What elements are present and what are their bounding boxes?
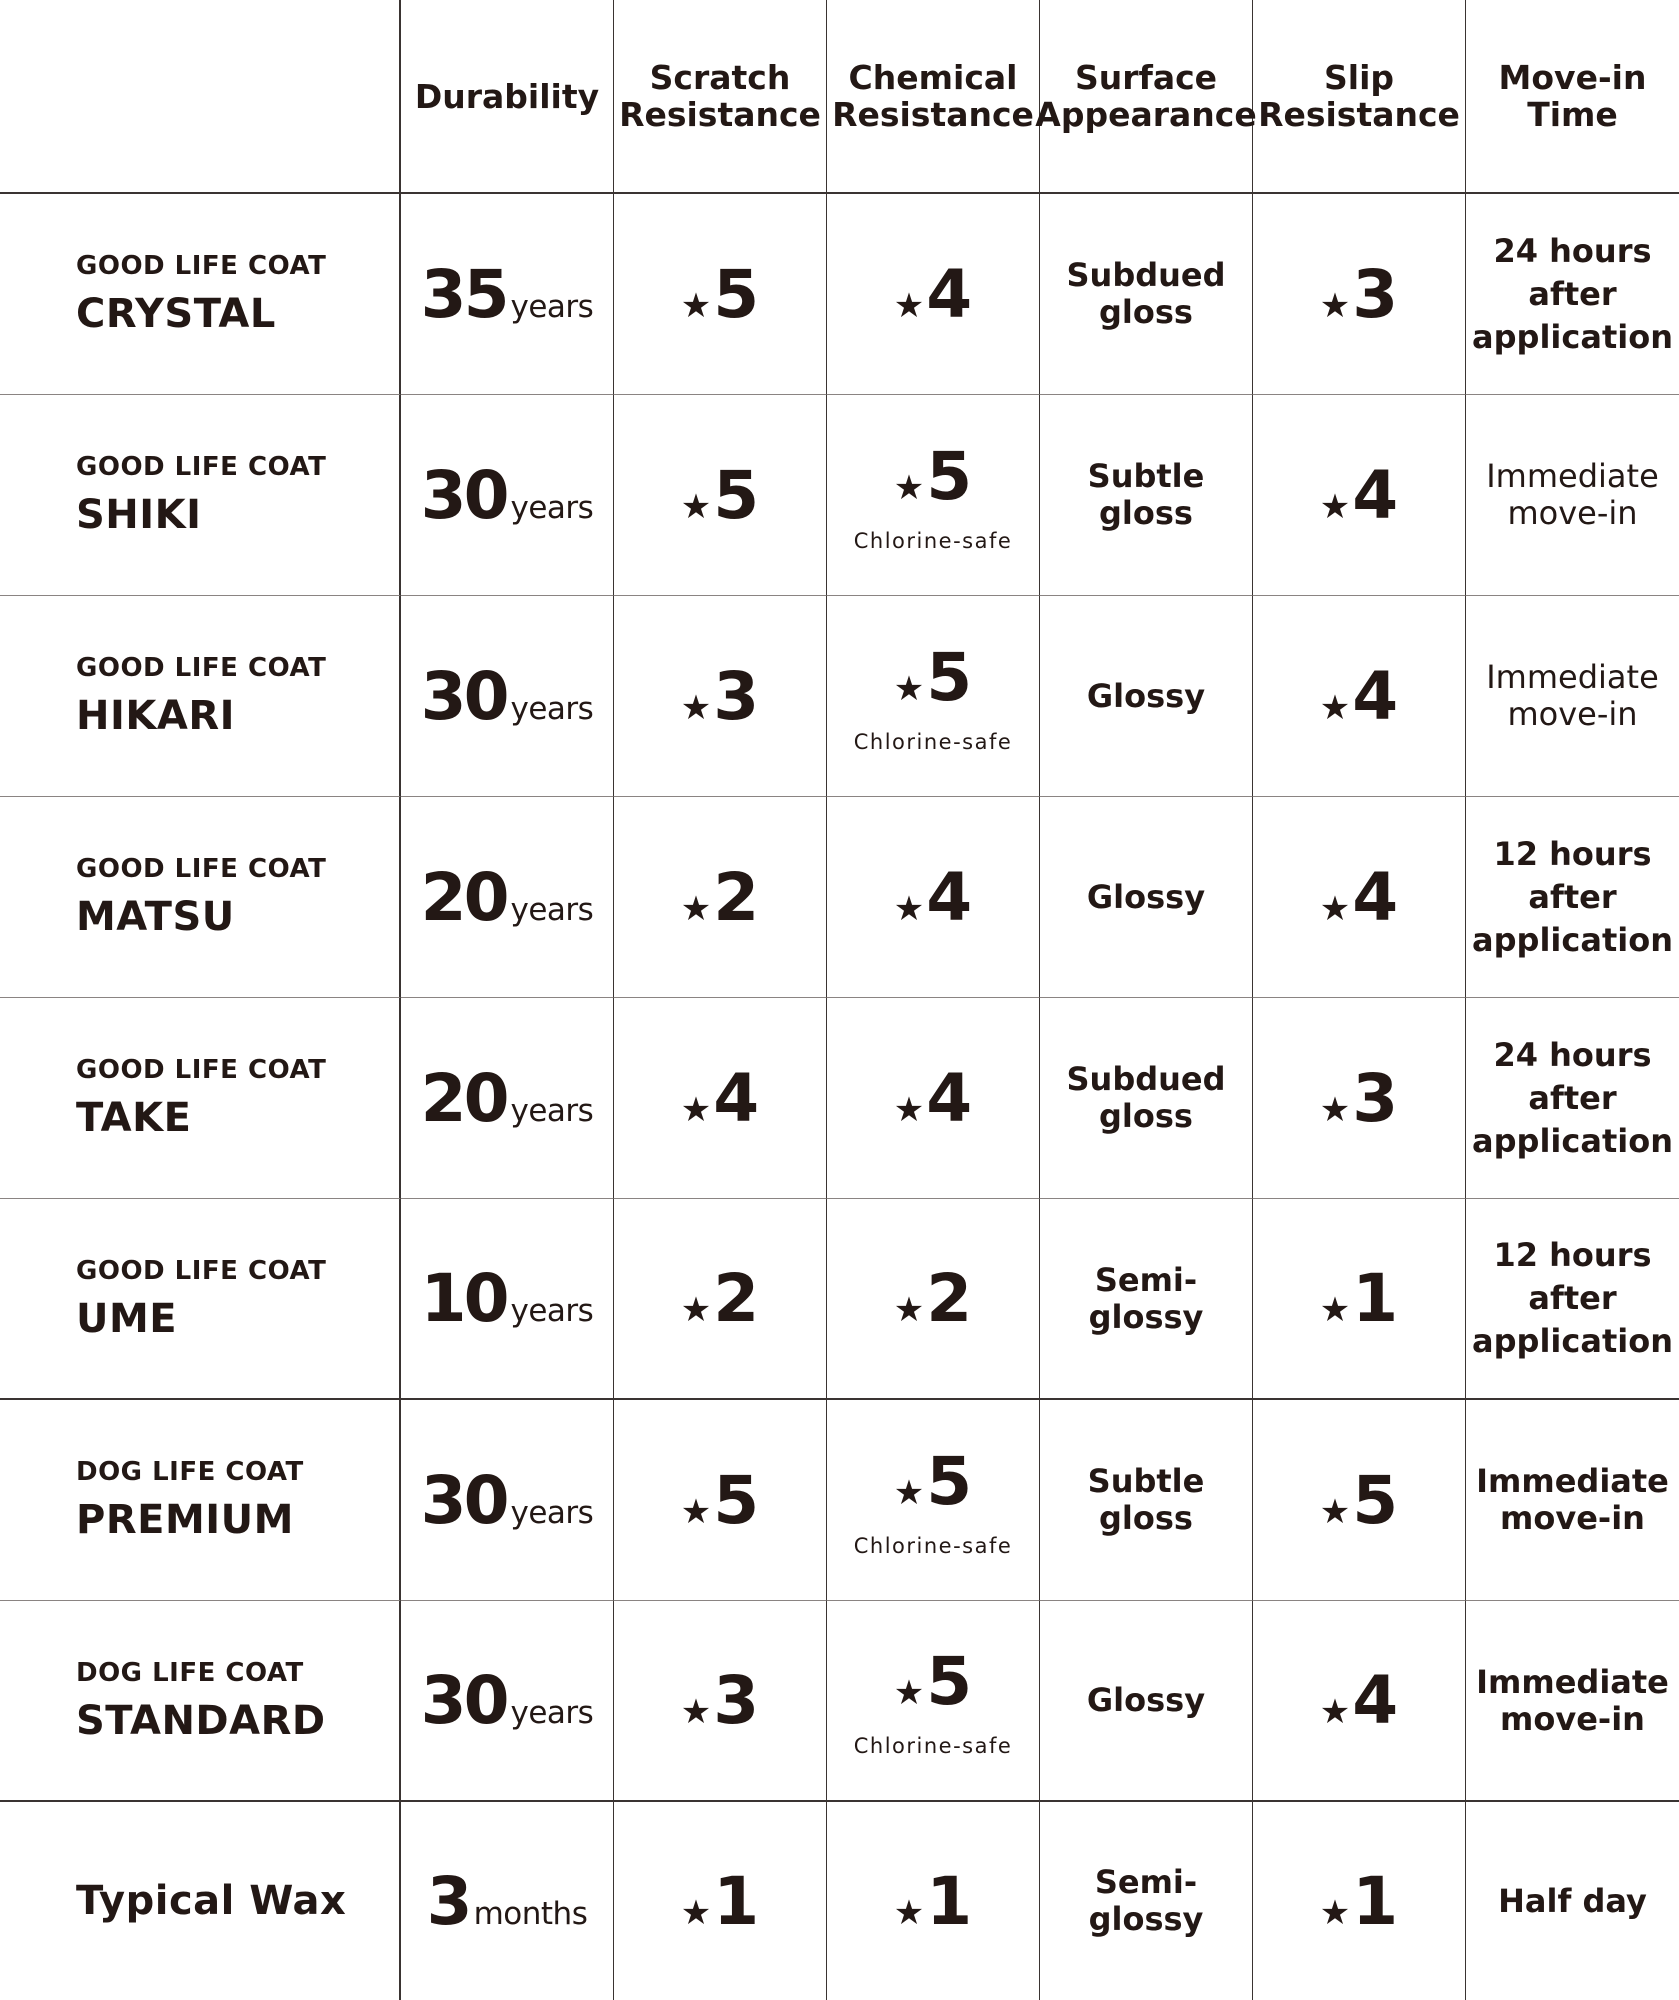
product-name-cell [0,1199,401,1400]
chemical-rating [894,1643,972,1720]
chemical-rating [894,256,972,333]
product-model: TAKE [76,1095,192,1141]
scratch-value: 1 [713,1862,760,1940]
movein-cell [1466,194,1679,395]
surface-cell [1040,1802,1253,2000]
product-brand: DOG LIFE COAT [76,1657,304,1688]
durability-cell [401,797,614,998]
chemical-rating [894,1260,972,1337]
chemical-value: 4 [926,255,973,333]
product-brand: GOOD LIFE COAT [76,452,327,482]
product-name-cell [0,797,401,998]
product-brand: GOOD LIFE COAT [76,653,327,683]
chemical-rating [894,1443,972,1520]
product-name-cell [0,1601,401,1802]
product-brand: DOG LIFE COAT [76,1457,304,1487]
product-name-cell [0,1400,401,1601]
slip [1253,1802,1466,2000]
durability-unit: years [510,288,594,325]
scratch-rating [681,859,759,936]
durability-number: 30 [420,456,507,534]
star-icon: ★ [893,888,925,929]
durability-unit: years [510,1695,594,1731]
chemical [827,998,1040,1199]
durability-value [421,1060,594,1137]
durability-number: 30 [420,1662,507,1739]
durability-cell [401,596,614,797]
slip [1253,194,1466,395]
star-icon: ★ [680,285,712,326]
scratch-rating [681,1863,759,1940]
star-icon: ★ [893,668,925,709]
surface-value: Semi-glossy [1088,1863,1204,1938]
chemical-value: 5 [926,638,973,716]
durability-unit: years [510,690,594,727]
header-blank [0,0,401,194]
star-icon: ★ [1319,888,1351,929]
movein-value: Immediate move-in [1476,1662,1669,1738]
chemical-value: 2 [926,1260,973,1337]
star-icon: ★ [1319,1089,1351,1130]
durability-unit: years [510,1092,594,1129]
star-icon: ★ [1319,1491,1351,1532]
durability-unit: years [510,489,594,526]
movein-value: Immediate move-in [1476,1462,1669,1537]
slip [1253,1199,1466,1400]
surface-cell [1040,596,1253,797]
surface-value: Subdued gloss [1066,256,1226,331]
product-name-cell [0,998,401,1199]
product-model: CRYSTAL [76,291,276,337]
star-icon: ★ [1319,285,1351,326]
header-durability [401,0,614,194]
scratch [614,1400,827,1601]
chemical-rating [894,438,972,515]
slip-rating [1320,457,1398,534]
header-movein-label: Move-in Time [1498,58,1647,134]
scratch-rating [681,457,759,534]
durability-cell [401,998,614,1199]
surface-cell [1040,1400,1253,1601]
surface-cell [1040,194,1253,395]
slip-rating [1320,1260,1398,1337]
star-icon: ★ [680,1290,712,1330]
scratch-value: 5 [713,1461,760,1539]
slip-rating [1320,1060,1398,1137]
star-icon: ★ [893,467,925,508]
slip-value: 4 [1352,456,1399,534]
movein-value: 12 hours after application [1472,1236,1673,1360]
scratch [614,1601,827,1802]
chemical [827,1601,1040,1802]
star-icon: ★ [680,1692,712,1732]
star-icon: ★ [893,1892,925,1933]
scratch-value: 5 [713,456,760,534]
product-brand: GOOD LIFE COAT [76,1255,327,1286]
header-surface-label: Surface Appearance [1035,58,1257,134]
slip [1253,596,1466,797]
movein-value: 24 hours after application [1472,1035,1673,1160]
header-chemical-label: Chemical Resistance [832,58,1034,134]
star-icon: ★ [680,1089,712,1130]
slip [1253,1400,1466,1601]
chemical-rating [894,859,972,936]
scratch [614,1199,827,1400]
surface-cell [1040,1601,1253,1802]
header-slip [1253,0,1466,194]
durability-number: 35 [420,255,507,333]
header-movein [1466,0,1679,194]
scratch-rating [681,1260,759,1337]
scratch [614,194,827,395]
durability-number: 20 [420,1059,507,1137]
scratch-rating [681,1462,759,1539]
chemical-rating [894,639,972,716]
chlorine-safe-note: Chlorine-safe [853,1533,1013,1558]
slip [1253,1601,1466,1802]
movein-value: Half day [1498,1881,1647,1920]
scratch-value: 3 [713,657,760,735]
chemical-value: 4 [926,858,973,936]
surface-cell [1040,998,1253,1199]
durability-cell [401,1601,614,1802]
product-model: SHIKI [76,492,202,538]
header-surface [1035,0,1257,194]
durability-unit: months [473,1895,588,1932]
scratch-value: 2 [713,858,760,936]
scratch [614,596,827,797]
star-icon: ★ [680,1892,712,1933]
star-icon: ★ [680,1491,712,1532]
product-name-cell [0,395,401,596]
slip-value: 4 [1352,657,1399,735]
scratch-rating [681,1662,759,1739]
chlorine-safe-note: Chlorine-safe [853,528,1013,553]
slip [1253,395,1466,596]
scratch-value: 2 [713,1260,760,1337]
durability-unit: years [510,891,594,928]
product-name-cell [0,194,401,395]
star-icon: ★ [893,1290,925,1330]
durability-value [421,1462,594,1539]
surface-cell [1040,395,1253,596]
movein-cell [1466,1802,1679,2000]
star-icon: ★ [680,486,712,527]
scratch [614,1802,827,2000]
scratch-value: 5 [713,255,760,333]
scratch-rating [681,256,759,333]
movein-cell [1466,1199,1679,1400]
movein-value: Immediate move-in [1486,658,1659,733]
header-scratch-label: Scratch Resistance [619,58,821,134]
slip-rating [1320,658,1398,735]
durability-number: 30 [420,1461,507,1539]
movein-cell [1466,998,1679,1199]
chlorine-safe-note: Chlorine-safe [853,1734,1013,1758]
surface-value: Subdued gloss [1066,1060,1226,1135]
durability-number: 3 [426,1862,470,1940]
chemical-value: 5 [926,1442,973,1520]
durability-unit: years [510,1293,594,1329]
durability-unit: years [510,1494,594,1531]
movein-cell [1466,395,1679,596]
durability-number: 10 [420,1260,507,1337]
chemical [827,797,1040,998]
durability-value [421,859,594,936]
chlorine-safe-note: Chlorine-safe [853,729,1013,754]
scratch [614,998,827,1199]
chemical [827,1400,1040,1601]
scratch-value: 3 [713,1662,760,1739]
chemical-value: 5 [926,1643,973,1720]
header-chemical [827,0,1040,194]
surface-value: Subtle gloss [1087,1462,1205,1537]
slip-rating [1320,1662,1398,1739]
scratch-rating [681,658,759,735]
movein-value: 24 hours after application [1472,231,1673,356]
star-icon: ★ [893,1472,925,1513]
product-brand: GOOD LIFE COAT [76,1055,327,1085]
durability-cell [401,194,614,395]
chemical-value: 4 [926,1059,973,1137]
star-icon: ★ [893,285,925,326]
product-brand: GOOD LIFE COAT [76,854,327,884]
slip-rating [1320,256,1398,333]
durability-cell [401,1802,614,2000]
slip-value: 1 [1352,1260,1399,1337]
scratch [614,797,827,998]
slip [1253,797,1466,998]
durability-cell [401,1400,614,1601]
slip-value: 3 [1352,1059,1399,1137]
slip-rating [1320,1863,1398,1940]
slip-value: 4 [1352,1662,1399,1739]
slip [1253,998,1466,1199]
movein-cell [1466,1601,1679,1802]
product-model: HIKARI [76,693,235,739]
surface-cell [1040,797,1253,998]
slip-value: 3 [1352,255,1399,333]
durability-value [421,1260,594,1337]
chemical-value: 1 [926,1862,973,1940]
surface-value: Glossy [1086,1681,1206,1719]
star-icon: ★ [1319,1290,1351,1330]
durability-value [421,658,594,735]
surface-value: Glossy [1086,877,1206,916]
durability-cell [401,395,614,596]
header-durability-label: Durability [414,76,600,116]
star-icon: ★ [680,888,712,929]
star-icon: ★ [893,1089,925,1130]
header-slip-label: Slip Resistance [1258,58,1460,134]
product-model: STANDARD [76,1697,326,1744]
chemical-value: 5 [926,437,973,515]
scratch-value: 4 [713,1059,760,1137]
durability-value [427,1863,588,1940]
star-icon: ★ [893,1673,925,1713]
surface-value: Subtle gloss [1087,457,1205,532]
durability-number: 20 [420,858,507,936]
durability-number: 30 [420,657,507,735]
scratch [614,395,827,596]
movein-cell [1466,1400,1679,1601]
star-icon: ★ [680,687,712,728]
surface-value: Semi-glossy [1088,1260,1204,1336]
chemical [827,395,1040,596]
chemical [827,1802,1040,2000]
chemical [827,194,1040,395]
movein-value: 12 hours after application [1472,834,1673,959]
star-icon: ★ [1319,1692,1351,1732]
product-brand: GOOD LIFE COAT [76,251,327,281]
surface-value: Glossy [1086,676,1206,715]
product-model: PREMIUM [76,1497,294,1543]
slip-rating [1320,859,1398,936]
product-model: Typical Wax [76,1878,347,1924]
scratch-rating [681,1060,759,1137]
header-scratch [614,0,827,194]
product-model: UME [76,1295,178,1342]
slip-rating [1320,1462,1398,1539]
movein-value: Immediate move-in [1486,457,1659,532]
durability-cell [401,1199,614,1400]
durability-value [421,457,594,534]
slip-value: 4 [1352,858,1399,936]
durability-value [421,1662,594,1739]
product-name-cell [0,596,401,797]
chemical-rating [894,1863,972,1940]
star-icon: ★ [1319,486,1351,527]
movein-cell [1466,797,1679,998]
movein-cell [1466,596,1679,797]
chemical [827,1199,1040,1400]
chemical-rating [894,1060,972,1137]
surface-cell [1040,1199,1253,1400]
slip-value: 1 [1352,1862,1399,1940]
star-icon: ★ [1319,687,1351,728]
durability-value [421,256,594,333]
product-name-cell [0,1802,401,2000]
chemical [827,596,1040,797]
product-model: MATSU [76,894,235,940]
slip-value: 5 [1352,1461,1399,1539]
star-icon: ★ [1319,1892,1351,1933]
